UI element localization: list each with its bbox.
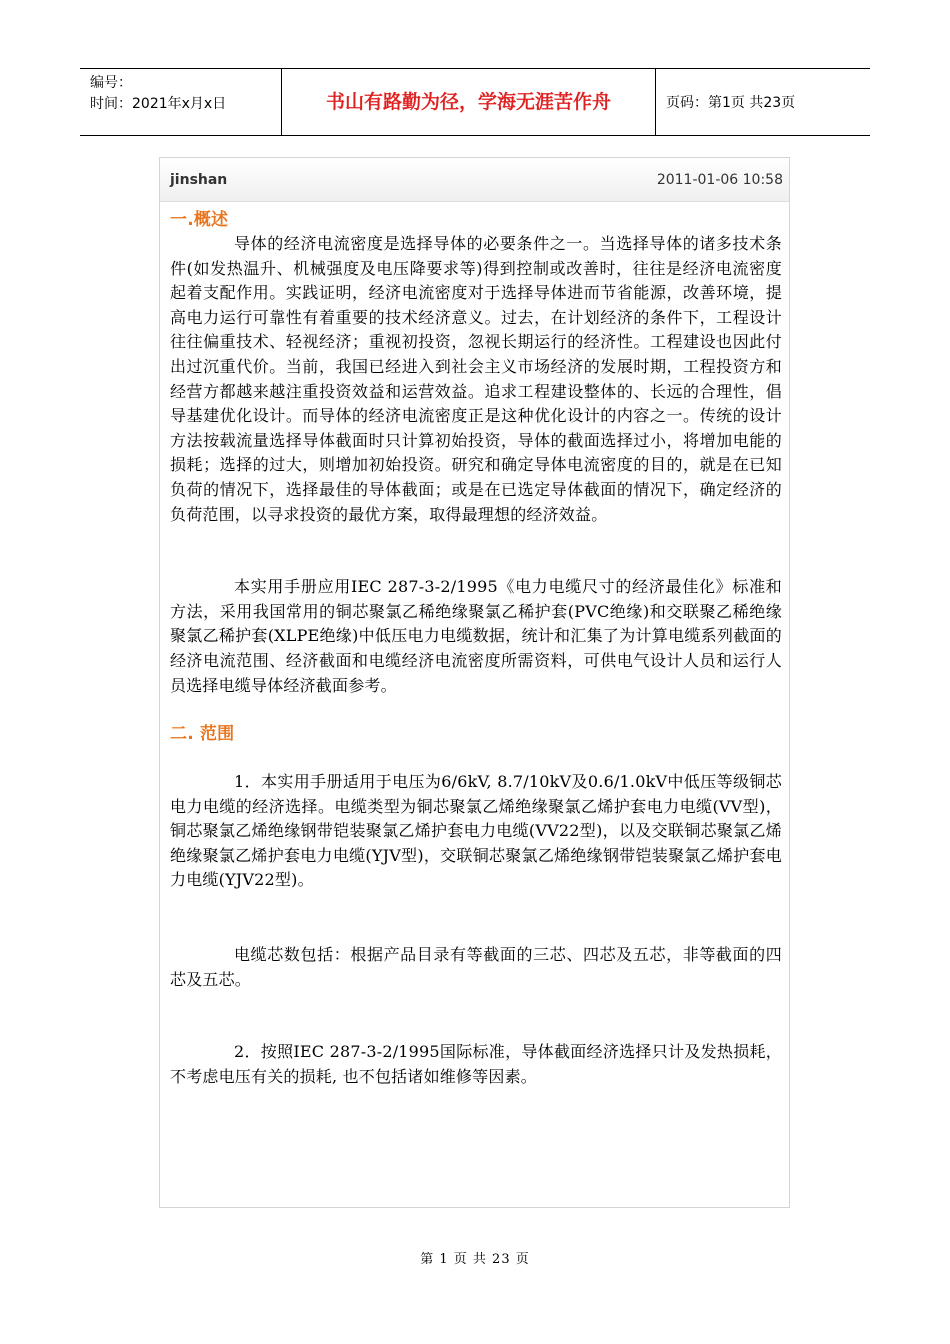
paragraph-manual-intro: 本实用手册应用IEC 287-3-2/1995《电力电缆尺寸的经济最佳化》标准和方法，采用我国常用的铜芯聚氯乙稀绝缘聚氯乙稀护套(PVC绝缘)和交联聚乙稀绝缘聚氯乙稀护套(XLPE绝缘)中低压电力电缆数据，统计和汇集了为计算电缆系列截面的经济电流范围、经济截面和电缆经济电流密度所需资料，可供电气设计人员和运行人员选择电缆导体经济截面参考。: [170, 577, 782, 695]
section-title-scope: 二. 范围: [170, 724, 235, 745]
paragraph-scope-1: 1．本实用手册适用于电压为6/6kV, 8.7/10kV及0.6/1.0kV中低压等级铜芯电力电缆的经济选择。电缆类型为铜芯聚氯乙烯绝缘聚氯乙烯护套电力电缆(VV型)，铜芯聚氯乙烯绝缘钢带铠装聚氯乙烯护套电力电缆(VV22型)，以及交联铜芯聚氯乙烯绝缘聚氯乙烯护套电力电缆(YJV型)，交联铜芯聚氯乙烯绝缘钢带铠装聚氯乙烯护套电力电缆(YJV22型)。: [170, 772, 782, 890]
time-label: 时间：2021年x月x日: [90, 96, 227, 112]
header-meta: [80, 69, 282, 135]
post-header: [160, 158, 789, 202]
paragraph-overview: 导体的经济电流密度是选择导体的必要条件之一。当选择导体的诸多技术条件(如发热温升、机械强度及电压降要求等)得到控制或改善时，往往是经济电流密度起着支配作用。实践证明，经济电流密度对于选择导体进而节省能源，改善环境，提高电力运行可靠性有着重要的技术经济意义。过去，在计划经济的条件下，工程设计往往偏重技术、轻视经济；重视初投资，忽视长期运行的经济性。工程建设也因此付出过沉重代价。当前，我国已经进入到社会主义市场经济的发展时期，工程投资方和经营方都越来越注重投资效益和运营效益。追求工程建设整体的、长远的合理性，倡导基建优化设计。而导体的经济电流密度正是这种优化设计的内容之一。传统的设计方法按载流量选择导体截面时只计算初始投资，导体的截面选择过小，将增加电能的损耗；选择的过大，则增加初始投资。研究和确定导体电流密度的目的，就是在已知负荷的情况下，选择最佳的导体截面；或是在已选定导体截面的情况下，确定经济的负荷范围，以寻求投资的最优方案，取得最理想的经济效益。: [170, 234, 782, 524]
paragraph-scope-2: 2．按照IEC 287-3-2/1995国际标准，导体截面经济选择只计及发热损耗，不考虑电压有关的损耗, 也不包括诸如维修等因素。: [170, 1042, 782, 1086]
post-body: [170, 208, 782, 1089]
section-title-overview: 一.概述: [170, 210, 229, 230]
header-motto: 书山有路勤为径，学海无涯苦作舟: [282, 69, 656, 135]
document-header: [80, 68, 870, 136]
post-author[interactable]: jinshan: [170, 172, 228, 188]
paragraph-cores: 电缆芯数包括：根据产品目录有等截面的三芯、四芯及五芯，非等截面的四芯及五芯。: [170, 945, 782, 989]
header-page-label: 页码：第1页 共23页: [666, 95, 796, 111]
number-label: 编号：: [90, 75, 132, 91]
post-container: [159, 157, 790, 1208]
page-footer: 第 1 页 共 23 页: [420, 1252, 530, 1267]
post-datetime: 2011-01-06 10:58: [656, 172, 783, 188]
